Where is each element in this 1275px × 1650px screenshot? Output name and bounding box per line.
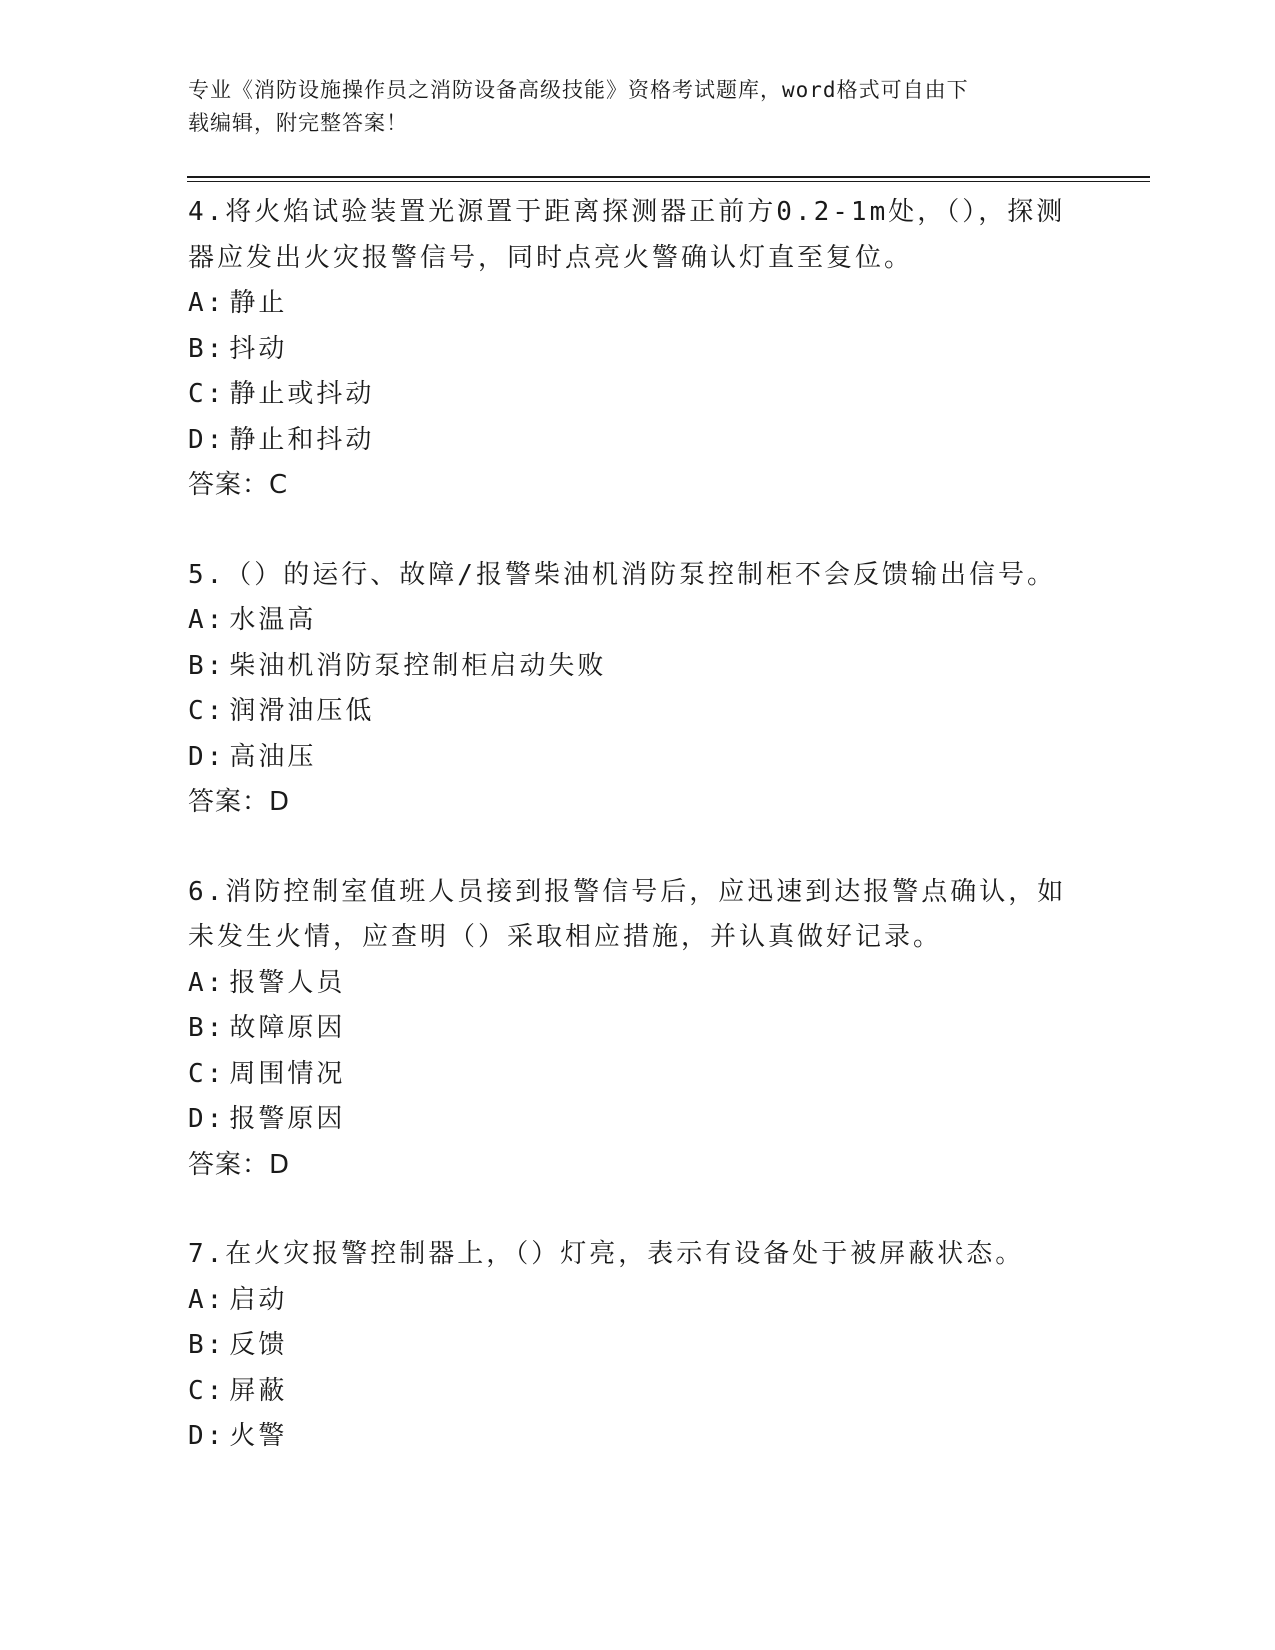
option-a xyxy=(188,281,1088,327)
option-text: 高油压 xyxy=(229,741,317,772)
option-key: B: xyxy=(188,1013,226,1043)
option-key: B: xyxy=(188,1330,226,1360)
option-key: A: xyxy=(188,288,226,318)
header-divider-thick xyxy=(187,176,1150,178)
document-header xyxy=(188,74,1068,140)
option-text: 报警人员 xyxy=(229,967,346,998)
option-c xyxy=(188,372,1088,418)
option-text: 报警原因 xyxy=(229,1104,346,1134)
option-a xyxy=(188,961,1088,1007)
answer-line: 答案：C xyxy=(188,470,289,500)
header-line-1: 专业《消防设施操作员之消防设备高级技能》资格考试题库，word格式可自由下 xyxy=(188,78,969,102)
option-d xyxy=(188,1097,1088,1143)
option-text: 火警 xyxy=(229,1421,288,1451)
option-key: A: xyxy=(188,967,226,998)
option-key: C: xyxy=(188,1375,226,1406)
option-key: C: xyxy=(188,696,226,726)
option-text: 柴油机消防泵控制柜启动失败 xyxy=(229,650,607,681)
question-5 xyxy=(188,553,1088,826)
option-key: A: xyxy=(188,1284,226,1315)
question-stem: 5.（）的运行、故障/报警柴油机消防泵控制柜不会反馈输出信号。 xyxy=(188,559,1056,590)
option-d xyxy=(188,735,1088,781)
option-c xyxy=(188,1052,1088,1098)
option-text: 反馈 xyxy=(229,1330,288,1360)
option-c xyxy=(188,689,1088,735)
option-key: D: xyxy=(188,741,226,772)
question-stem: 6.消防控制室值班人员接到报警信号后，应迅速到达报警点确认，如未发生火情，应查明（）采取相应措施，并认真做好记录。 xyxy=(188,876,1067,952)
question-7 xyxy=(188,1232,1088,1460)
option-b xyxy=(188,644,1088,690)
question-6 xyxy=(188,870,1088,1189)
option-a xyxy=(188,598,1088,644)
option-b xyxy=(188,327,1088,373)
header-line-2: 载编辑，附完整答案！ xyxy=(188,111,408,135)
question-stem: 7.在火灾报警控制器上，（）灯亮，表示有设备处于被屏蔽状态。 xyxy=(188,1239,1025,1269)
option-text: 抖动 xyxy=(229,333,288,364)
answer-line: 答案：D xyxy=(188,787,291,817)
option-c xyxy=(188,1369,1088,1415)
option-key: B: xyxy=(188,333,226,364)
option-key: D: xyxy=(188,1104,226,1134)
option-text: 水温高 xyxy=(229,605,317,635)
option-a xyxy=(188,1278,1088,1324)
header-divider-thin xyxy=(187,181,1150,182)
option-key: D: xyxy=(188,424,226,455)
option-b xyxy=(188,1006,1088,1052)
question-list xyxy=(188,190,1088,1504)
option-text: 启动 xyxy=(229,1284,288,1315)
question-stem: 4.将火焰试验装置光源置于距离探测器正前方0.2-1m处，（），探测器应发出火灾报警信号，同时点亮火警确认灯直至复位。 xyxy=(188,197,1066,273)
option-text: 静止或抖动 xyxy=(229,379,375,409)
option-text: 静止 xyxy=(229,288,288,318)
option-text: 屏蔽 xyxy=(229,1375,288,1406)
option-text: 周围情况 xyxy=(229,1058,346,1089)
option-b xyxy=(188,1323,1088,1369)
option-text: 静止和抖动 xyxy=(229,424,375,455)
option-key: D: xyxy=(188,1421,226,1451)
question-4 xyxy=(188,190,1088,509)
option-d xyxy=(188,1414,1088,1460)
option-text: 故障原因 xyxy=(229,1013,346,1043)
option-key: B: xyxy=(188,650,226,681)
option-d xyxy=(188,418,1088,464)
option-key: C: xyxy=(188,379,226,409)
option-key: C: xyxy=(188,1058,226,1089)
option-key: A: xyxy=(188,605,226,635)
answer-line: 答案：D xyxy=(188,1149,291,1180)
option-text: 润滑油压低 xyxy=(229,696,375,726)
